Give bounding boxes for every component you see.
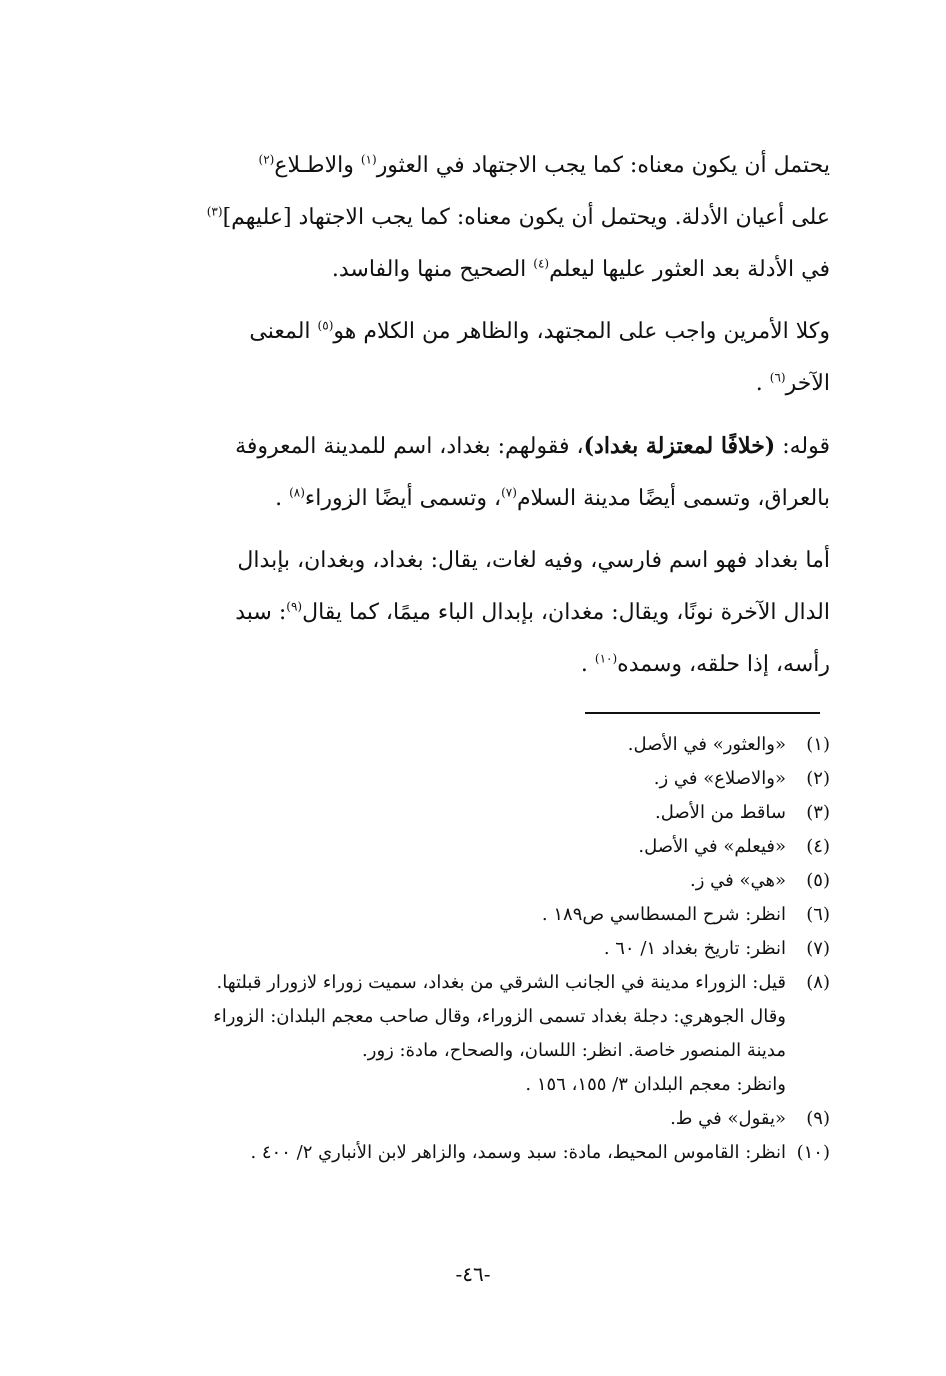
paragraph-4	[110, 535, 830, 691]
line: رأسه، إذا حلقه، وسمده$^{(١٠)}$ .	[580, 651, 830, 677]
footnote-8-line-4: وانظر: معجم البلدان ٣/ ١٥٥، ١٥٦ .	[525, 1074, 786, 1095]
quoted-phrase: (خلافًا لمعتزلة بغداد)	[583, 433, 776, 459]
line: قوله: (خلافًا لمعتزلة بغداد)، فقولهم: بغداد، اسم للمدينة المعروفة	[235, 433, 830, 459]
footnote-ref: (٨)	[289, 485, 305, 500]
footnote-7: (٧) انظر: تاريخ بغداد ١/ ٦٠ .	[603, 938, 830, 959]
line: بالعراق، وتسمى أيضًا مدينة السلام$^{(٧)}$، وتسمى أيضًا الزوراء$^{(٨)}$ .	[275, 485, 830, 511]
footnote-3: (٣) ساقط من الأصل.	[655, 802, 830, 823]
line: على أعيان الأدلة. ويحتمل أن يكون معناه: كما يجب الاجتهاد [عليهم]$^{(٣)}$	[206, 204, 830, 230]
footnote-ref: (٥)	[317, 318, 334, 333]
main-text	[110, 140, 830, 701]
footnote-ref: (٢)	[258, 152, 275, 167]
footnote-8-line-2: وقال الجوهري: دجلة بغداد تسمى الزوراء، وقال صاحب معجم البلدان: الزوراء	[213, 1006, 786, 1027]
line: أما بغداد فهو اسم فارسي، وفيه لغات، يقال: بغداد، وبغدان، بإبدال	[237, 548, 830, 573]
footnote-8-line-3: مدينة المنصور خاصة. انظر: اللسان، والصحاح، مادة: زور.	[362, 1040, 786, 1061]
line: وكلا الأمرين واجب على المجتهد، والظاهر من الكلام هو$^{(٥)}$ المعنى	[249, 318, 830, 344]
footnote-5: (٥) «هي» في ز.	[690, 870, 830, 891]
line: الدال الآخرة نونًا، ويقال: مغدان، بإبدال الباء ميمًا، كما يقال$^{(٩)}$: سبد	[235, 599, 830, 625]
footnote-divider	[585, 712, 820, 714]
line: يحتمل أن يكون معناه: كما يجب الاجتهاد في العثور$^{(١)}$ والاطـلاع$^{(٢)}$	[258, 152, 830, 178]
footnote-ref: (٣)	[206, 204, 223, 219]
footnote-2: (٢) «والاصلاع» في ز.	[653, 768, 830, 789]
footnote-6: (٦) انظر: شرح المسطاسي ص١٨٩ .	[541, 904, 830, 925]
footnote-ref: (١)	[360, 152, 377, 167]
paragraph-3	[110, 420, 830, 525]
footnote-10: (١٠) انظر: القاموس المحيط، مادة: سبد وسمد، والزاهر لابن الأنباري ٢/ ٤٠٠ .	[250, 1142, 830, 1163]
paragraph-2	[110, 306, 830, 410]
footnotes	[120, 728, 830, 1170]
footnote-8: (٨) قيل: الزوراء مدينة في الجانب الشرقي من بغداد، سميت زوراء لازورار قبلتها.	[216, 972, 830, 993]
footnote-ref: (٤)	[533, 256, 550, 271]
page-number: -٤٦-	[455, 1262, 491, 1286]
line: في الأدلة بعد العثور عليها ليعلم$^{(٤)}$ الصحيح منها والفاسد.	[331, 256, 830, 282]
footnote-ref: (٦)	[769, 370, 786, 385]
paragraph-1	[110, 140, 830, 296]
line: الآخر$^{(٦)}$ .	[755, 370, 830, 396]
footnote-1: (١) «والعثور» في الأصل.	[627, 734, 830, 755]
footnote-4: (٤) «فيعلم» في الأصل.	[638, 836, 830, 857]
footnote-ref: (٧)	[501, 485, 517, 500]
footnote-ref: (٩)	[286, 599, 303, 614]
footnote-ref: (١٠)	[594, 651, 618, 666]
footnote-9: (٩) «يقول» في ط.	[670, 1108, 830, 1129]
